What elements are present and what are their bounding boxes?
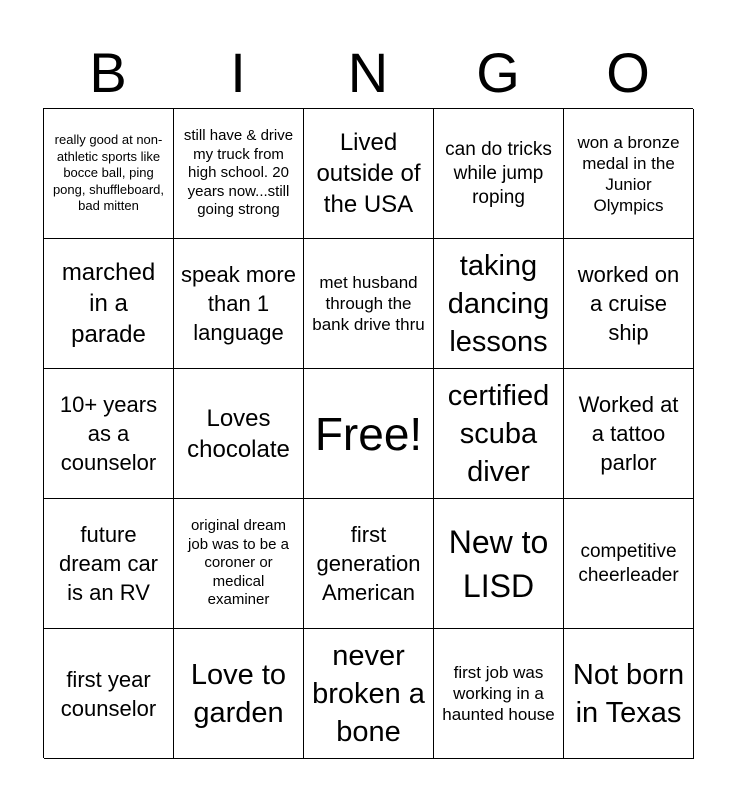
header-letter-b: B [89,41,127,104]
bingo-cell-text: met husband through the bank drive thru [312,273,425,334]
bingo-cell-text: first year counselor [60,666,157,721]
bingo-cell-text: original dream job was to be a coroner or medical examiner [188,517,289,609]
bingo-cell-text: Loves chocolate [187,404,290,463]
bingo-cell-text: Not born in Texas [572,658,685,729]
bingo-cell-text: taking dancing lessons [447,249,550,358]
bingo-cell-text: marched in a parade [61,259,156,348]
bingo-cell-text: New to LISD [448,523,549,604]
bingo-cell-n4[interactable] [304,499,434,629]
bingo-board [43,108,693,758]
bingo-cell-b3[interactable] [44,369,174,499]
bingo-cell-text: competitive cheerleader [578,540,679,586]
bingo-cell-text: future dream car is an RV [58,522,159,605]
header-letter-i: I [230,41,246,104]
bingo-cell-text: Lived outside of the USA [316,129,421,218]
bingo-cell-b1[interactable] [44,109,174,239]
bingo-cell-n1[interactable] [304,109,434,239]
bingo-cell-text: won a bronze medal in the Junior Olympics [577,132,680,215]
bingo-cell-text: Worked at a tattoo parlor [578,392,679,475]
bingo-cell-g4[interactable] [434,499,564,629]
bingo-cell-text: still have & drive my truck from high school. 20 years now...still going strong [183,127,294,219]
bingo-cell-b2[interactable] [44,239,174,369]
bingo-cell-text: certified scuba diver [447,379,550,488]
bingo-cell-text: 10+ years as a counselor [59,392,158,475]
bingo-cell-text: never broken a bone [312,639,425,748]
bingo-cell-n3[interactable] [304,369,434,499]
bingo-cell-g3[interactable] [434,369,564,499]
bingo-cell-o2[interactable] [564,239,694,369]
bingo-cell-i3[interactable] [174,369,304,499]
bingo-cell-b5[interactable] [44,629,174,759]
bingo-cell-o1[interactable] [564,109,694,239]
bingo-cell-text: really good at non-athletic sports like bocce ball, ping pong, shuffleboard, bad mitten [52,132,165,214]
bingo-cell-text: worked on a cruise ship [577,262,680,345]
bingo-cell-text: first job was working in a haunted house [442,663,555,724]
bingo-cell-i1[interactable] [174,109,304,239]
bingo-cell-o4[interactable] [564,499,694,629]
bingo-cell-n5[interactable] [304,629,434,759]
bingo-cell-o3[interactable] [564,369,694,499]
header-letter-o: O [606,41,650,104]
bingo-cell-text: can do tricks while jump roping [445,138,552,208]
bingo-cell-g2[interactable] [434,239,564,369]
header-letter-n: N [347,41,389,104]
bingo-cell-b4[interactable] [44,499,174,629]
bingo-cell-i4[interactable] [174,499,304,629]
bingo-cell-o5[interactable] [564,629,694,759]
bingo-cell-i5[interactable] [174,629,304,759]
bingo-cell-text: Love to garden [190,658,287,729]
bingo-cell-g5[interactable] [434,629,564,759]
bingo-cell-text: Free! [314,407,423,460]
header-letter-g: G [476,41,520,104]
bingo-header [43,40,693,106]
bingo-cell-g1[interactable] [434,109,564,239]
bingo-cell-i2[interactable] [174,239,304,369]
bingo-cell-n2[interactable] [304,239,434,369]
bingo-cell-text: speak more than 1 language [181,262,296,345]
bingo-cell-text: first generation American [316,522,421,605]
